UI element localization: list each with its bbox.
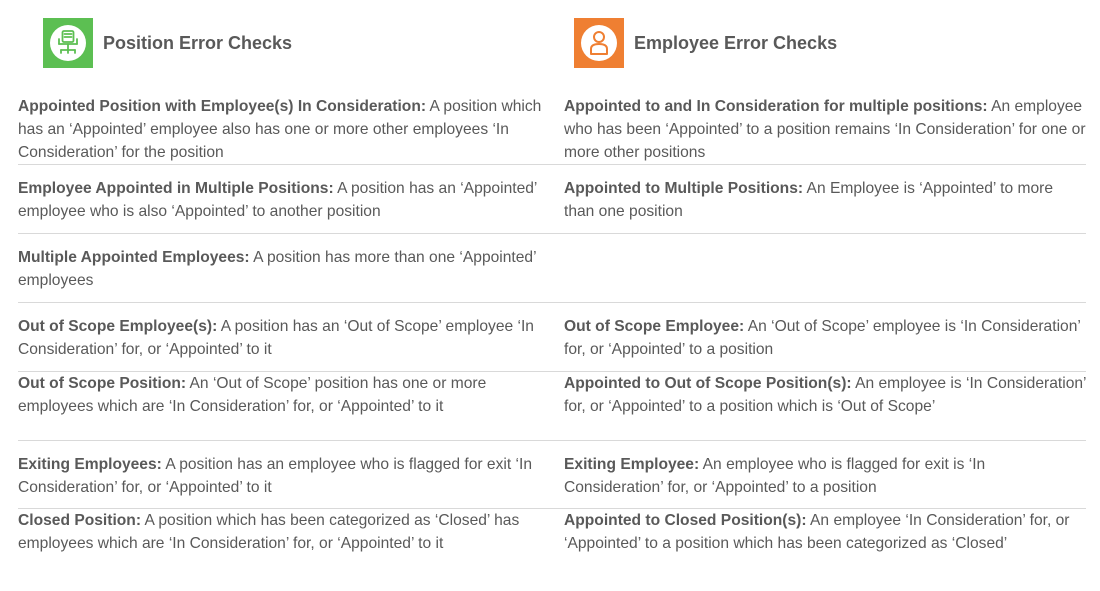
employee-check-cell — [564, 315, 1086, 371]
position-check-cell — [18, 246, 564, 302]
position-check-description: A position has an ‘Out of Scope’ employee ‘In Consideration’ for, or ‘Appointed’ to it — [18, 318, 534, 358]
table-row — [18, 95, 1086, 165]
table-row — [18, 441, 1086, 509]
employee-check-description: An employee who has been ‘Appointed’ to a position remains ‘In Consideration’ for one or more other positions — [564, 98, 1086, 161]
employee-check-description: An employee is ‘In Consideration’ for, or ‘Appointed’ to a position which is ‘Out of Scope’ — [564, 375, 1086, 415]
table-row — [18, 234, 1086, 303]
employee-icon-box — [574, 18, 624, 68]
position-header-title: Position Error Checks — [103, 32, 293, 53]
employee-error-checks-header — [574, 18, 837, 68]
position-check-term: Out of Scope Position: — [18, 375, 187, 392]
table-row — [18, 372, 1086, 441]
table-row — [18, 509, 1086, 589]
position-check-term: Closed Position: — [18, 512, 142, 529]
employee-check-term: Appointed to Closed Position(s): — [564, 512, 807, 529]
position-check-term: Exiting Employees: — [18, 456, 162, 473]
position-check-description: A position has an ‘Appointed’ employee who is also ‘Appointed’ to another position — [18, 180, 537, 220]
employee-check-cell — [564, 95, 1086, 164]
position-check-description: A position which has an ‘Appointed’ employee also has one or more other employees ‘In Consideration’ for the position — [18, 98, 542, 161]
employee-check-description: An employee ‘In Consideration’ for, or ‘Appointed’ to a position which has been categorized as ‘Closed’ — [564, 512, 1070, 552]
position-check-cell — [18, 177, 564, 233]
error-checks-table — [18, 95, 1086, 589]
position-check-cell — [18, 453, 564, 508]
employee-check-description: An employee who is flagged for exit is ‘In Consideration’ for, or ‘Appointed’ to a position — [564, 456, 986, 496]
employee-check-description: An ‘Out of Scope’ employee is ‘In Consideration’ for, or ‘Appointed’ to a position — [564, 318, 1081, 358]
position-check-term: Multiple Appointed Employees: — [18, 249, 250, 266]
position-check-description: A position has more than one ‘Appointed’ employees — [18, 249, 536, 289]
person-icon — [581, 25, 617, 61]
position-check-cell — [18, 95, 564, 164]
employee-check-cell — [564, 177, 1086, 233]
employee-header-title: Employee Error Checks — [634, 32, 838, 53]
employee-check-term: Appointed to Out of Scope Position(s): — [564, 375, 852, 392]
employee-check-cell — [564, 246, 1086, 302]
position-check-description: A position has an employee who is flagged for exit ‘In Consideration’ for, or ‘Appointed’ to it — [18, 456, 533, 496]
table-row — [18, 165, 1086, 234]
employee-check-cell — [564, 453, 1086, 508]
position-check-description: An ‘Out of Scope’ position has one or more employees which are ‘In Consideration’ for, or ‘Appointed’ to it — [18, 375, 487, 415]
office-chair-icon — [50, 25, 86, 61]
employee-check-description: An Employee is ‘Appointed’ to more than one position — [564, 180, 1054, 220]
position-check-description: A position which has been categorized as ‘Closed’ has employees which are ‘In Consideration’ for, or ‘Appointed’ to it — [18, 512, 520, 552]
position-check-cell — [18, 315, 564, 371]
employee-check-cell — [564, 509, 1086, 589]
position-check-term: Employee Appointed in Multiple Positions: — [18, 180, 334, 197]
employee-check-cell — [564, 372, 1086, 440]
position-error-checks-header — [43, 18, 292, 68]
position-check-cell — [18, 509, 564, 589]
position-check-cell — [18, 372, 564, 440]
position-check-term: Out of Scope Employee(s): — [18, 318, 218, 335]
position-icon-box — [43, 18, 93, 68]
employee-check-term: Appointed to and In Consideration for multiple positions: — [564, 98, 988, 115]
position-check-term: Appointed Position with Employee(s) In Consideration: — [18, 98, 427, 115]
employee-check-term: Appointed to Multiple Positions: — [564, 180, 804, 197]
employee-check-term: Out of Scope Employee: — [564, 318, 745, 335]
employee-check-term: Exiting Employee: — [564, 456, 700, 473]
table-row — [18, 303, 1086, 372]
